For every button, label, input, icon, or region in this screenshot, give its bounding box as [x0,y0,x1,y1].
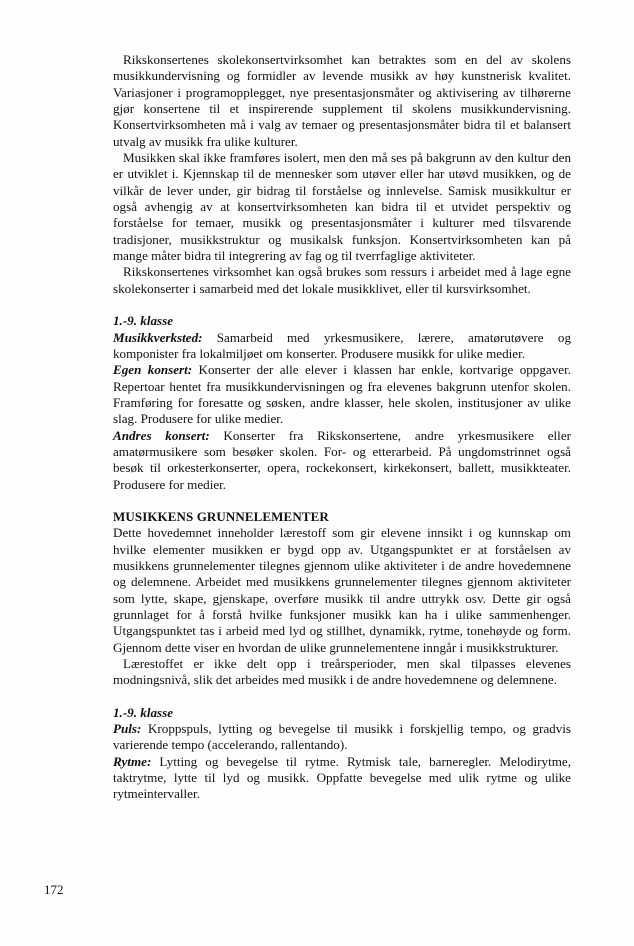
activity-label: Andres konsert: [113,427,210,443]
section-heading: MUSIKKENS GRUNNELEMENTER [113,508,329,524]
spacer [113,493,571,509]
activity-label: Musikkverksted: [113,329,203,345]
main-text [113,52,571,803]
activity-item [113,362,571,427]
activity-text: Konserter fra Rikskonsertene, andre yrkesmusikere eller amatørmusikere som besøker skolen. For- og etterarbeid. På ungdomstrinnet også besøk til orkesterkonserter, opera, rockekonsert, kirkekonsert, ballett, musikkteater. Produsere for medier. [113,427,571,492]
intro-paragraph-3: Rikskonsertenes virksomhet kan også brukes som ressurs i arbeidet med å lage egne skolekonserter i samarbeid med det lokale musikklivet, eller til kursvirksomhet. [113,264,571,296]
element-item [113,721,571,754]
section-paragraph-1: Dette hovedemnet inneholder lærestoff som gir elevene innsikt i og kunnskap om hvilke elementer musikken er bygd opp av. Utgangspunktet er at forståelsen av musikkens grunnelementer tilegnes gjennom ulike aktiviteter i de andre hovedemnene og delemnene. Arbeidet med musikkens grunnelementer tilegnes gjennom aktiviteter som lytte, skape, gjenskape, overføre musikk til andre uttrykk osv. Dette gir også grunnlaget for å forstå hvilke funksjoner musikk kan ha i ulike sammenhenger. Utgangspunktet tas i arbeid med lyd og stillhet, dynamikk, rytme, tonehøyde og form. Gjennom dette viser en hvordan de ulike grunnelementene inngår i musikkstrukturer. [113,525,571,655]
spacer [113,689,571,705]
element-label: Rytme: [113,753,152,769]
activity-item [113,330,571,363]
grade-heading: 1.-9. klasse [113,313,174,329]
grade-heading: 1.-9. klasse [113,704,174,720]
intro-paragraph-2: Musikken skal ikke framføres isolert, men den må ses på bakgrunn av den kultur den er utviklet i. Kjennskap til de mennesker som utøver eller har utøvd musikken, og de vilkår de lever under, gir bidrag til forståelse og innlevelse. Samisk musikkultur er også avhengig av at konsertvirksomheten kan bidra til et utvidet perspektiv og forståelse for temaer, musikk og presentasjonsmåter i kulturer med tilsvarende tradisjoner, musikkstruktur og musikalsk funksjon. Konsertvirksomheten kan på mange måter bidra til integrering av fag og til tverrfaglige aktiviteter. [113,150,571,264]
spacer [113,297,571,313]
activity-label: Egen konsert: [113,362,193,378]
page-number: 172 [44,882,64,897]
element-text: Lytting og bevegelse til rytme. Rytmisk tale, barneregler. Melodirytme, taktrytme, lytte til lyd og musikk. Oppfatte bevegelse med ulik rytme og ulike rytmeintervaller. [113,753,571,802]
element-text: Kroppspuls, lytting og bevegelse til musikk i forskjellig tempo, og gradvis varierende tempo (accelerando, rallentando). [113,721,571,753]
section-paragraph-2: Lærestoffet er ikke delt opp i treårsperioder, men skal tilpasses elevenes modningsnivå, slik det arbeides med musikk i de andre hovedemnene og delemnene. [113,656,571,688]
element-item [113,754,571,803]
intro-paragraph-1: Rikskonsertenes skolekonsertvirksomhet kan betraktes som en del av skolens musikkundervisning og formidler av levende musikk av høy kunstnerisk kvalitet. Variasjoner i programopplegget, nye presentasjonsmåter og aktivisering av tilhørerne gjør konsertene til et inspirerende supplement til skolens musikkundervisning. Konsertvirksomheten må i valg av temaer og presentasjonsmåter bidra til et balansert utvalg av musikk fra ulike kulturer. [113,52,571,149]
activity-text: Samarbeid med yrkesmusikere, lærere, amatørutøvere og komponister fra lokalmiljøet om konserter. Produsere musikk for ulike medier. [113,329,571,361]
element-label: Puls: [113,721,142,737]
activity-text: Konserter der alle elever i klassen har enkle, kortvarige oppgaver. Repertoar hentet fra musikkundervisningen og fra elevenes bakgrunn utenfor skolen. Framføring for foresatte og søsken, andre klasser, hele skolen, institusjoner av ulike slag. Produsere for ulike medier. [113,362,571,427]
activity-item [113,428,571,493]
